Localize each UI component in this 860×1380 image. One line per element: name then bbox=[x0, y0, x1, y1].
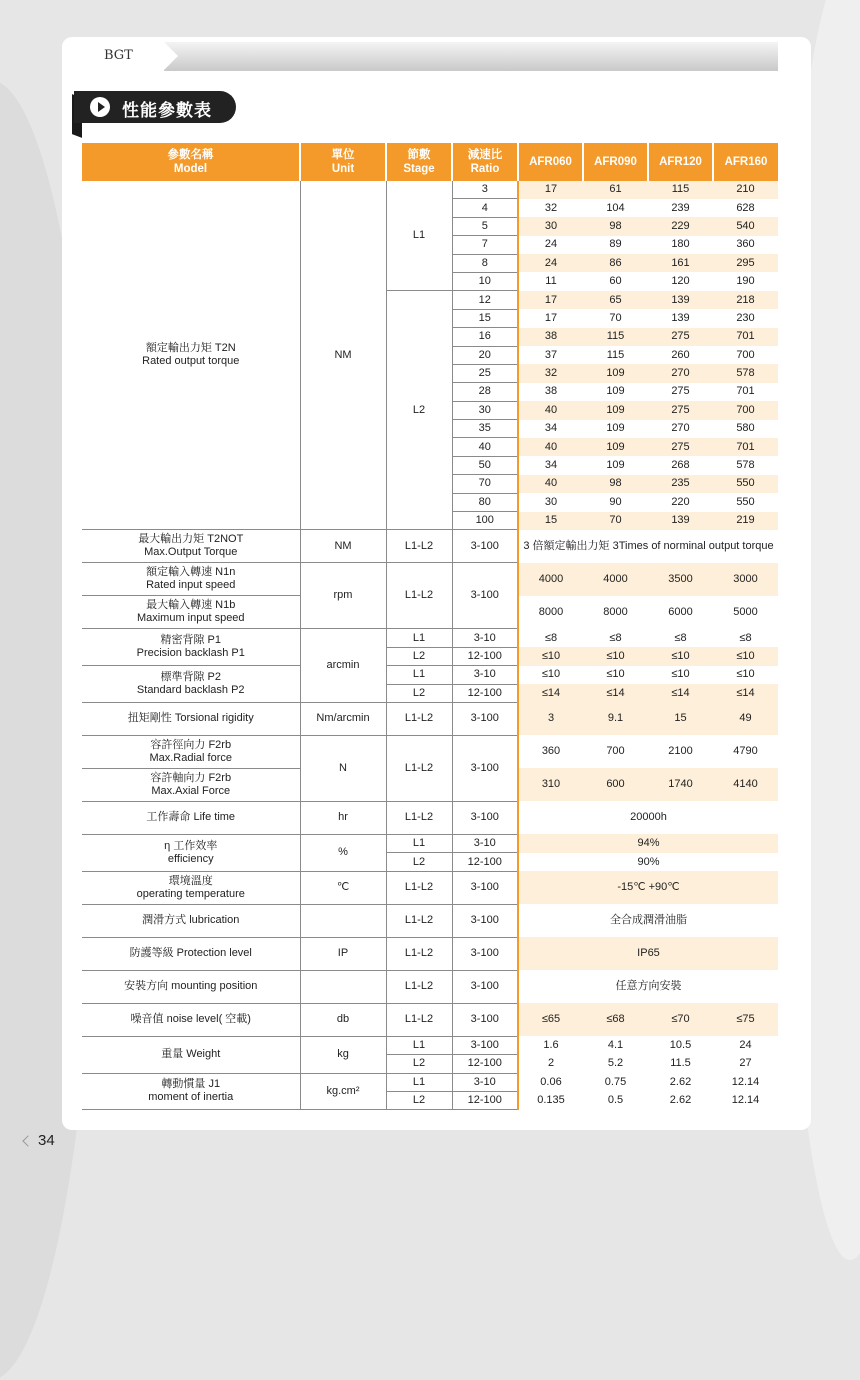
ratio-cell: 3-10 bbox=[452, 1073, 518, 1091]
stage-cell: L1-L2 bbox=[386, 937, 452, 970]
value-cell: 2100 bbox=[668, 745, 693, 758]
value-cell: 109 bbox=[606, 422, 625, 435]
cell-line: 額定輸入轉速 N1n bbox=[146, 566, 236, 579]
value-cell: 32 bbox=[544, 201, 558, 214]
ratio-cell: 3-100 bbox=[452, 735, 518, 801]
value-cell-span: -15℃ +90℃ bbox=[518, 871, 778, 904]
value-cell: 17 bbox=[518, 181, 583, 199]
param-cell: 重量 Weight bbox=[82, 1036, 300, 1073]
value-cell: ≤8 bbox=[609, 631, 622, 644]
ratio-cell: 5 bbox=[452, 217, 518, 235]
value-cell-span: 20000h bbox=[630, 811, 667, 824]
table-row bbox=[82, 937, 778, 970]
param-cell bbox=[82, 1073, 300, 1110]
param-cell: 安裝方向 mounting position bbox=[82, 970, 300, 1003]
header-bar bbox=[82, 42, 778, 71]
cell-line: operating temperature bbox=[136, 887, 245, 900]
table-row bbox=[82, 629, 778, 647]
cell-line: Standard backlash P2 bbox=[136, 684, 245, 697]
value-cell: 0.5 bbox=[607, 1094, 624, 1107]
stage-cell: L1-L2 bbox=[386, 702, 452, 735]
header-stage: 節數 Stage bbox=[386, 143, 452, 181]
param-cell: 噪音值 noise level( 空載) bbox=[82, 1003, 300, 1036]
cell-line: Rated output torque bbox=[142, 355, 240, 368]
value-cell: 701 bbox=[713, 328, 778, 346]
ratio-cell: 12 bbox=[452, 291, 518, 309]
header-model-afr120: AFR120 bbox=[648, 143, 713, 181]
value-cell: ≤65 bbox=[518, 1003, 583, 1036]
cell-line: 容許徑向力 F2rb bbox=[150, 738, 232, 751]
param-cell bbox=[82, 181, 300, 530]
stage-cell: L1 bbox=[386, 181, 452, 291]
value-cell: 34 bbox=[544, 422, 558, 435]
value-cell: 109 bbox=[583, 364, 648, 382]
stage-cell: L1 bbox=[386, 834, 452, 852]
stage-cell: L1-L2 bbox=[386, 801, 452, 834]
value-cell: 700 bbox=[713, 401, 778, 419]
unit-cell: arcmin bbox=[300, 629, 386, 703]
table-row bbox=[82, 181, 778, 199]
value-cell: 15 bbox=[648, 702, 713, 735]
param-cell: 工作壽命 Life time bbox=[82, 801, 300, 834]
unit-cell: N bbox=[300, 735, 386, 801]
param-cell bbox=[82, 596, 300, 629]
value-cell: 1.6 bbox=[543, 1038, 559, 1051]
param-cell: 防護等級 Protection level bbox=[82, 937, 300, 970]
ratio-cell: 12-100 bbox=[452, 1055, 518, 1073]
ratio-cell: 3-10 bbox=[452, 666, 518, 684]
cell-line: Max.Radial force bbox=[149, 751, 233, 764]
value-cell: 275 bbox=[648, 438, 713, 456]
value-cell: 115 bbox=[606, 348, 625, 361]
value-cell: 5.2 bbox=[607, 1057, 624, 1070]
param-cell bbox=[82, 666, 300, 703]
unit-cell: NM bbox=[300, 530, 386, 563]
value-cell-span: 任意方向安裝 bbox=[615, 980, 682, 993]
ratio-cell: 40 bbox=[452, 438, 518, 456]
cell-line: moment of inertia bbox=[148, 1091, 234, 1104]
value-cell: 700 bbox=[736, 348, 755, 361]
value-cell-span: 94% bbox=[518, 834, 778, 852]
cell-line: η 工作效率 bbox=[164, 839, 218, 852]
value-cell: ≤10 bbox=[518, 647, 583, 665]
value-cell: 17 bbox=[544, 311, 558, 324]
value-cell: 5000 bbox=[733, 605, 758, 618]
value-cell: 4140 bbox=[713, 768, 778, 801]
value-cell: 2 bbox=[547, 1057, 555, 1070]
table-row bbox=[82, 1036, 778, 1054]
cell-line: 精密背隙 P1 bbox=[160, 634, 221, 647]
value-cell: 700 bbox=[606, 745, 625, 758]
table-row bbox=[82, 1073, 778, 1091]
value-cell: 0.135 bbox=[537, 1094, 565, 1107]
stage-cell: L1-L2 bbox=[386, 530, 452, 563]
ratio-cell: 12-100 bbox=[452, 684, 518, 702]
table-row bbox=[82, 666, 778, 684]
ratio-cell: 4 bbox=[452, 199, 518, 217]
unit-cell: rpm bbox=[300, 563, 386, 629]
ratio-cell: 3-100 bbox=[452, 1003, 518, 1036]
stage-cell: L1-L2 bbox=[386, 735, 452, 801]
ratio-cell: 8 bbox=[452, 254, 518, 272]
table-row bbox=[82, 735, 778, 768]
value-cell: 701 bbox=[713, 438, 778, 456]
value-cell: 4.1 bbox=[607, 1038, 624, 1051]
value-cell: 86 bbox=[583, 254, 648, 272]
value-cell: 239 bbox=[671, 201, 690, 214]
value-cell: 17 bbox=[518, 291, 583, 309]
value-cell: 139 bbox=[648, 291, 713, 309]
value-cell: 180 bbox=[671, 238, 690, 251]
value-cell-span: 3 倍額定輸出力矩 3Times of norminal output torque bbox=[523, 539, 774, 552]
value-cell: 275 bbox=[671, 385, 690, 398]
value-cell: 89 bbox=[609, 238, 622, 251]
value-cell: 49 bbox=[713, 702, 778, 735]
value-cell: 40 bbox=[518, 475, 583, 493]
value-cell: 550 bbox=[713, 475, 778, 493]
stage-cell: L2 bbox=[386, 853, 452, 871]
brand-tab-arrow bbox=[164, 42, 178, 70]
ratio-cell: 100 bbox=[452, 512, 518, 530]
cell-line: efficiency bbox=[167, 852, 214, 865]
param-cell bbox=[82, 629, 300, 666]
stage-cell: L1 bbox=[386, 1073, 452, 1091]
table-row bbox=[82, 904, 778, 937]
value-cell: 12.14 bbox=[731, 1094, 760, 1107]
value-cell: 4000 bbox=[518, 563, 583, 596]
value-cell: 4790 bbox=[733, 745, 758, 758]
stage-cell: L1 bbox=[386, 1036, 452, 1054]
value-cell: 0.75 bbox=[604, 1075, 627, 1088]
value-cell-span: 全合成潤滑油脂 bbox=[610, 914, 687, 927]
cell-line: 額定輸出力矩 T2N bbox=[145, 342, 236, 355]
value-cell: ≤70 bbox=[648, 1003, 713, 1036]
ratio-cell: 3-100 bbox=[452, 1036, 518, 1054]
ratio-cell: 7 bbox=[452, 236, 518, 254]
stage-cell: L2 bbox=[386, 1091, 452, 1109]
header-model-afr160: AFR160 bbox=[713, 143, 778, 181]
value-cell: 218 bbox=[713, 291, 778, 309]
ratio-cell: 28 bbox=[452, 383, 518, 401]
cell-line: 最大輸出力矩 T2NOT bbox=[138, 533, 244, 546]
table-row bbox=[82, 1003, 778, 1036]
value-cell: 38 bbox=[544, 385, 558, 398]
value-cell: 260 bbox=[671, 348, 690, 361]
value-cell: 27 bbox=[739, 1057, 752, 1070]
unit-cell bbox=[300, 970, 386, 1003]
value-cell: ≤68 bbox=[583, 1003, 648, 1036]
ratio-cell: 3-100 bbox=[452, 904, 518, 937]
param-cell bbox=[82, 735, 300, 768]
value-cell: 109 bbox=[583, 401, 648, 419]
table-row bbox=[82, 702, 778, 735]
value-cell: 30 bbox=[544, 495, 558, 508]
value-cell: 24 bbox=[544, 238, 558, 251]
value-cell: 15 bbox=[518, 512, 583, 530]
table-row bbox=[82, 801, 778, 834]
unit-cell: kg.cm² bbox=[300, 1073, 386, 1110]
header-model-afr090: AFR090 bbox=[583, 143, 648, 181]
ratio-cell: 12-100 bbox=[452, 853, 518, 871]
value-cell: 109 bbox=[583, 438, 648, 456]
table-header-row bbox=[82, 143, 778, 181]
value-cell: 3 bbox=[518, 702, 583, 735]
value-cell: 11.5 bbox=[670, 1057, 691, 1070]
value-cell: 12.14 bbox=[731, 1075, 760, 1088]
value-cell: 2.62 bbox=[669, 1094, 692, 1107]
ratio-cell: 50 bbox=[452, 456, 518, 474]
ratio-cell: 20 bbox=[452, 346, 518, 364]
value-cell: 229 bbox=[648, 217, 713, 235]
value-cell: 235 bbox=[648, 475, 713, 493]
value-cell: ≤8 bbox=[739, 631, 752, 644]
cell-line: 標準背隙 P2 bbox=[160, 671, 221, 684]
value-cell: 34 bbox=[544, 459, 558, 472]
value-cell: ≤14 bbox=[583, 684, 648, 702]
value-cell: 90 bbox=[609, 495, 622, 508]
unit-cell bbox=[300, 904, 386, 937]
value-cell: 275 bbox=[648, 328, 713, 346]
value-cell: 65 bbox=[583, 291, 648, 309]
value-cell: ≤14 bbox=[713, 684, 778, 702]
value-cell: 3500 bbox=[648, 563, 713, 596]
play-icon bbox=[90, 97, 110, 117]
stage-cell: L1 bbox=[386, 629, 452, 647]
value-cell: 4000 bbox=[583, 563, 648, 596]
value-cell: 701 bbox=[736, 385, 755, 398]
value-cell: 270 bbox=[671, 422, 690, 435]
value-cell: 32 bbox=[518, 364, 583, 382]
value-cell: ≤14 bbox=[648, 684, 713, 702]
param-cell bbox=[82, 768, 300, 801]
value-cell: 98 bbox=[583, 217, 648, 235]
ratio-cell: 70 bbox=[452, 475, 518, 493]
param-cell bbox=[82, 563, 300, 596]
value-cell: 161 bbox=[648, 254, 713, 272]
table-row bbox=[82, 563, 778, 596]
value-cell: 540 bbox=[713, 217, 778, 235]
unit-cell: hr bbox=[300, 801, 386, 834]
cell-line: Max.Axial Force bbox=[151, 784, 231, 797]
value-cell: ≤10 bbox=[648, 647, 713, 665]
value-cell: 24 bbox=[518, 254, 583, 272]
value-cell: ≤8 bbox=[544, 631, 558, 644]
stage-cell: L2 bbox=[386, 684, 452, 702]
section-title-banner bbox=[74, 91, 236, 123]
value-cell: 139 bbox=[671, 311, 690, 324]
value-cell: 3000 bbox=[713, 563, 778, 596]
stage-cell: L1-L2 bbox=[386, 1003, 452, 1036]
value-cell: 120 bbox=[671, 275, 690, 288]
ratio-cell: 15 bbox=[452, 309, 518, 327]
ratio-cell: 3-100 bbox=[452, 563, 518, 629]
cell-line: 轉動慣量 J1 bbox=[161, 1078, 221, 1091]
value-cell: ≤10 bbox=[736, 668, 755, 681]
ratio-cell: 30 bbox=[452, 401, 518, 419]
value-cell: 40 bbox=[518, 401, 583, 419]
cell-line: 最大輸入轉速 N1b bbox=[146, 599, 236, 612]
value-cell: 9.1 bbox=[583, 702, 648, 735]
cell-line: Max.Output Torque bbox=[144, 546, 238, 559]
page-number: 34 bbox=[38, 1132, 55, 1149]
ratio-cell: 3-10 bbox=[452, 629, 518, 647]
value-cell: 11 bbox=[545, 275, 557, 288]
value-cell: 219 bbox=[713, 512, 778, 530]
ratio-cell: 3 bbox=[452, 181, 518, 199]
param-cell bbox=[82, 530, 300, 563]
header-unit: 單位 Unit bbox=[300, 143, 386, 181]
value-cell: 10.5 bbox=[669, 1038, 692, 1051]
ratio-cell: 3-10 bbox=[452, 834, 518, 852]
ratio-cell: 3-100 bbox=[452, 937, 518, 970]
ratio-cell: 3-100 bbox=[452, 702, 518, 735]
cell-line: Rated input speed bbox=[146, 579, 236, 592]
unit-cell: kg bbox=[300, 1036, 386, 1073]
value-cell: 230 bbox=[736, 311, 755, 324]
table-row bbox=[82, 834, 778, 852]
value-cell-span: IP65 bbox=[518, 937, 778, 970]
stage-cell: L1-L2 bbox=[386, 871, 452, 904]
value-cell: ≤10 bbox=[671, 668, 690, 681]
section-title: 性能參數表 bbox=[122, 101, 212, 121]
param-cell bbox=[82, 871, 300, 904]
value-cell: ≤10 bbox=[541, 668, 561, 681]
value-cell: 360 bbox=[541, 745, 561, 758]
value-cell: 8000 bbox=[603, 605, 628, 618]
ratio-cell: 25 bbox=[452, 364, 518, 382]
ratio-cell: 3-100 bbox=[452, 871, 518, 904]
unit-cell: Nm/arcmin bbox=[300, 702, 386, 735]
stage-cell: L1-L2 bbox=[386, 904, 452, 937]
unit-cell: % bbox=[300, 834, 386, 871]
value-cell: 115 bbox=[648, 181, 713, 199]
value-cell: 115 bbox=[583, 328, 648, 346]
value-cell: 139 bbox=[648, 512, 713, 530]
header-ratio: 減速比 Ratio bbox=[452, 143, 518, 181]
value-cell: 109 bbox=[606, 459, 625, 472]
value-cell: 270 bbox=[648, 364, 713, 382]
stage-cell: L1 bbox=[386, 666, 452, 684]
value-cell: 190 bbox=[736, 275, 755, 288]
value-cell: 1740 bbox=[648, 768, 713, 801]
value-cell: 70 bbox=[609, 311, 622, 324]
value-cell: ≤14 bbox=[518, 684, 583, 702]
ratio-cell: 12-100 bbox=[452, 647, 518, 665]
value-cell-span: 90% bbox=[637, 855, 660, 868]
table-row bbox=[82, 871, 778, 904]
ratio-cell: 35 bbox=[452, 420, 518, 438]
cell-line: Precision backlash P1 bbox=[136, 647, 245, 660]
ratio-cell: 12-100 bbox=[452, 1091, 518, 1109]
ratio-cell: 10 bbox=[452, 272, 518, 290]
value-cell: 38 bbox=[518, 328, 583, 346]
value-cell: 275 bbox=[648, 401, 713, 419]
value-cell: 70 bbox=[583, 512, 648, 530]
value-cell: ≤10 bbox=[606, 668, 625, 681]
value-cell: 8000 bbox=[538, 605, 564, 618]
value-cell: 360 bbox=[736, 238, 755, 251]
unit-cell: ℃ bbox=[300, 871, 386, 904]
value-cell: 578 bbox=[736, 459, 755, 472]
value-cell: 268 bbox=[671, 459, 690, 472]
cell-line: 容許軸向力 F2rb bbox=[150, 771, 232, 784]
brand-tab bbox=[82, 42, 164, 71]
stage-cell: L2 bbox=[386, 647, 452, 665]
table-row bbox=[82, 530, 778, 563]
value-cell: ≤10 bbox=[713, 647, 778, 665]
value-cell: 30 bbox=[518, 217, 583, 235]
value-cell: 40 bbox=[518, 438, 583, 456]
value-cell: 2.62 bbox=[669, 1075, 692, 1088]
value-cell: 60 bbox=[609, 275, 622, 288]
ratio-cell: 3-100 bbox=[452, 801, 518, 834]
value-cell: 310 bbox=[518, 768, 583, 801]
param-cell: 潤滑方式 lubrication bbox=[82, 904, 300, 937]
stage-cell: L1-L2 bbox=[386, 970, 452, 1003]
header-param: 參數名稱 Model bbox=[82, 143, 300, 181]
value-cell: 104 bbox=[606, 201, 625, 214]
ratio-cell: 16 bbox=[452, 328, 518, 346]
ratio-cell: 3-100 bbox=[452, 970, 518, 1003]
cell-line: 環境溫度 bbox=[168, 874, 213, 887]
value-cell: 37 bbox=[544, 348, 558, 361]
value-cell: ≤8 bbox=[674, 631, 687, 644]
brand-label: BGT bbox=[104, 48, 133, 63]
value-cell: 24 bbox=[739, 1038, 752, 1051]
unit-cell: NM bbox=[300, 181, 386, 530]
value-cell: 550 bbox=[736, 495, 755, 508]
value-cell: 580 bbox=[736, 422, 755, 435]
value-cell: 0.06 bbox=[540, 1075, 562, 1088]
value-cell: 295 bbox=[713, 254, 778, 272]
value-cell: ≤75 bbox=[713, 1003, 778, 1036]
stage-cell: L2 bbox=[386, 1055, 452, 1073]
value-cell: 600 bbox=[583, 768, 648, 801]
unit-cell: db bbox=[300, 1003, 386, 1036]
value-cell: 6000 bbox=[668, 605, 693, 618]
cell-line: Maximum input speed bbox=[136, 612, 245, 625]
performance-spec-table bbox=[82, 143, 778, 1110]
value-cell: 628 bbox=[736, 201, 755, 214]
header-model-afr060: AFR060 bbox=[518, 143, 583, 181]
stage-cell: L1-L2 bbox=[386, 563, 452, 629]
table-row bbox=[82, 970, 778, 1003]
value-cell: 210 bbox=[713, 181, 778, 199]
unit-cell: IP bbox=[300, 937, 386, 970]
param-cell bbox=[82, 834, 300, 871]
value-cell: 98 bbox=[583, 475, 648, 493]
param-cell: 扭矩剛性 Torsional rigidity bbox=[82, 702, 300, 735]
ratio-cell: 3-100 bbox=[452, 530, 518, 563]
value-cell: ≤10 bbox=[583, 647, 648, 665]
stage-cell: L2 bbox=[386, 291, 452, 530]
value-cell: 220 bbox=[671, 495, 690, 508]
value-cell: 109 bbox=[606, 385, 625, 398]
value-cell: 578 bbox=[713, 364, 778, 382]
ratio-cell: 80 bbox=[452, 493, 518, 511]
value-cell: 61 bbox=[583, 181, 648, 199]
